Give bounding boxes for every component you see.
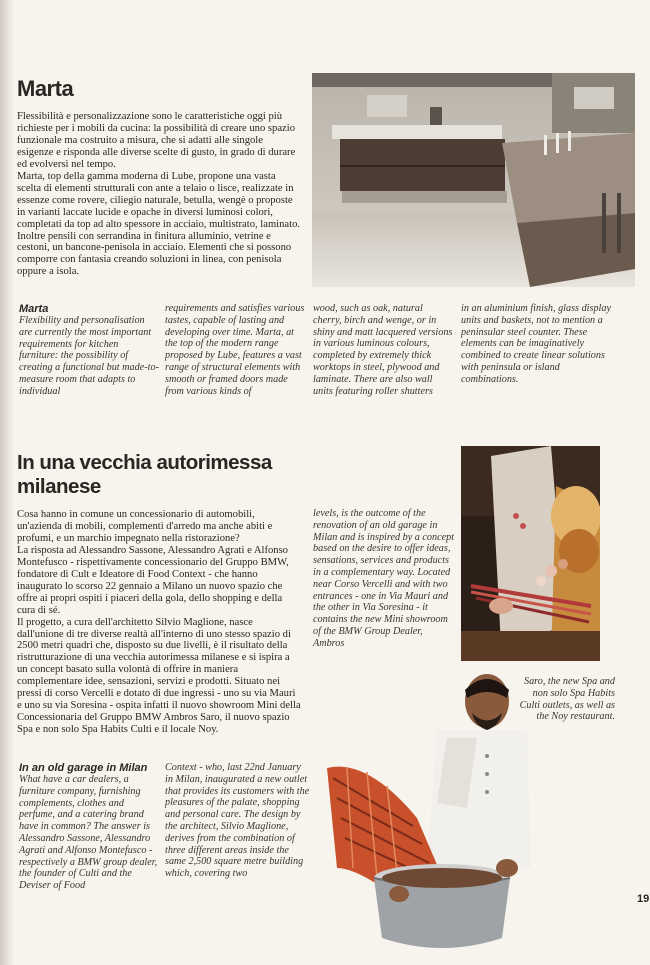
marta-english-col-2: requirements and satisfies various tastes, capable of lasting and developing over time. Marta, at the top of the modern range proposed by Lube, features a vast range of structural elements with smooth or framed doors made from various kinds of [165,303,305,397]
marta-en-col1-text: Flexibility and personalisation are currently the most important requirements for kitchen furniture: the possibility of creating a functional but made-to-measure room that adapts to individual [19,315,159,397]
marta-it-paragraph-3: Inoltre pensili con serrandina in finitura alluminio, vetrine e cestoni, un bancone-penisola in acciaio. Elementi che si possono comporre con fantasia creando soluzioni in linea, con penisola oppure a isola. [17,230,292,278]
marta-title: Marta [17,76,74,101]
garage-it-paragraph-3: Il progetto, a cura dell'architetto Silvio Maglione, nasce dall'unione di tre diverse realtà all'interno di uno stesso spazio di 2500 metri quadri che, disposto su due livelli, è il risultato della ristrutturazione di una vecchia autorimessa milanese e si ispira a un concept basato sulla volontà di offrire in maniera complementare idee, sensazioni, servizi e prodotti. Situato nei pressi di corso Vercelli e dotato di due ingressi - uno su via Mauri e uno su via Soresina - ospita infatti il nuovo showroom Mini della Concessionaria del Gruppo BMW Ambros Saro, il nuovo spazio Spa e non solo Spa Habits Culti e il locale Noy. [17,616,301,736]
marta-english-col-1 [19,303,159,398]
marta-italian-text [17,111,302,278]
kitchen-photo [312,73,635,287]
marta-it-paragraph-2: Marta, top della gamma moderna di Lube, propone una vasta scelta di elementi strutturali con ante a telaio o lisce, realizzate in essenze come rovere, ciliegio naturale, betulla, wengè o proposte in varianti laccate lucide e opache in diversi luminosi colori, completati da top ad alto spessore in acciaio, multistrato, laminato. [17,170,301,230]
page-number: 19 [637,893,650,905]
garage-english-col-2: Context - who, last 22nd January in Milan, inaugurated a new outlet that provides its customers with the pleasures of the palate, shopping and personal care. The design by the architect, Silvio Maglione, derives from the combination of three different areas inside the same 2,500 square metre building which, covering two [165,762,310,880]
page-spine-shadow [0,0,15,965]
garage-english-continuation: Saro, the new Spa and non solo Spa Habits Culti outlets, as well as the Noy restaurant. [519,676,615,723]
garage-italian-text [17,509,302,736]
marta-english-col-3: wood, such as oak, natural cherry, birch and wenge, or in shiny and matt lacquered versions in various luminous colours, completed by extremely thick worktops in steel, plywood and laminate. There are also wall units featuring roller shutters [313,303,453,397]
garage-it-paragraph-2: La risposta ad Alessandro Sassone, Alessandro Agrati e Alfonso Montefusco - rispettivamente concessionario del Gruppo BMW, fondatore di Cult e Ideatore di Food Context - che hanno inaugurato lo scorso 22 gennaio a Milano un nuovo spazio che offre ai propri ospiti i piaceri della gola, dello shopping e della cura di sé. [17,544,289,616]
marta-english-title: Marta [19,303,49,315]
garage-title-line-2: milanese [17,475,101,498]
chef-photo [327,668,531,954]
marta-english-col-4: in an aluminium finish, glass display units and baskets, not to mention a peninsular steel counter. These elements can be imaginatively combined to create linear solutions with peninsula or island combinations. [461,303,611,385]
garage-english-title: In an old garage in Milan [19,762,148,774]
magazine-page [15,0,650,965]
garage-it-paragraph-1: Cosa hanno in comune un concessionario di automobili, un'azienda di mobili, complementi d'arredo ma anche abiti e profumi, e un marchio impegnato nella ristorazione? [17,509,273,544]
garage-english-col-1 [19,762,159,892]
garage-title-line-1: In una vecchia autorimessa [17,451,272,474]
garage-english-right-col: levels, is the outcome of the renovation of an old garage in Milan and is inspired by a concept based on the desire to offer ideas, sensations, services and products in a complementary way. Located near Corso Vercelli and with two entrances - one in Via Mauri and the other in Via Soresina - it contains the new Mini showroom of the BMW Group Dealer, Ambros [313,508,455,649]
marta-it-paragraph-1: Flessibilità e personalizzazione sono le caratteristiche oggi più richieste per i mobili da cucina: la possibilità di creare uno spazio funzionale ma costruito a misura, che si adatti alle singole esigenze e risponda alle diverse scelte di gusto, in grado di durare ed evolversi nel tempo. [17,111,296,170]
garage-title [17,451,272,499]
garage-en-col1-text: What have a car dealers, a furniture company, furnishing complements, clothes and perfume, and a catering brand have in common? The answer is Alessandro Sassone, Alessandro Agrati and Alfonso Montefusco - respectively a BMW group dealer, the founder of Culti and the Deviser of Food [19,774,158,892]
flowers-photo [461,446,600,661]
